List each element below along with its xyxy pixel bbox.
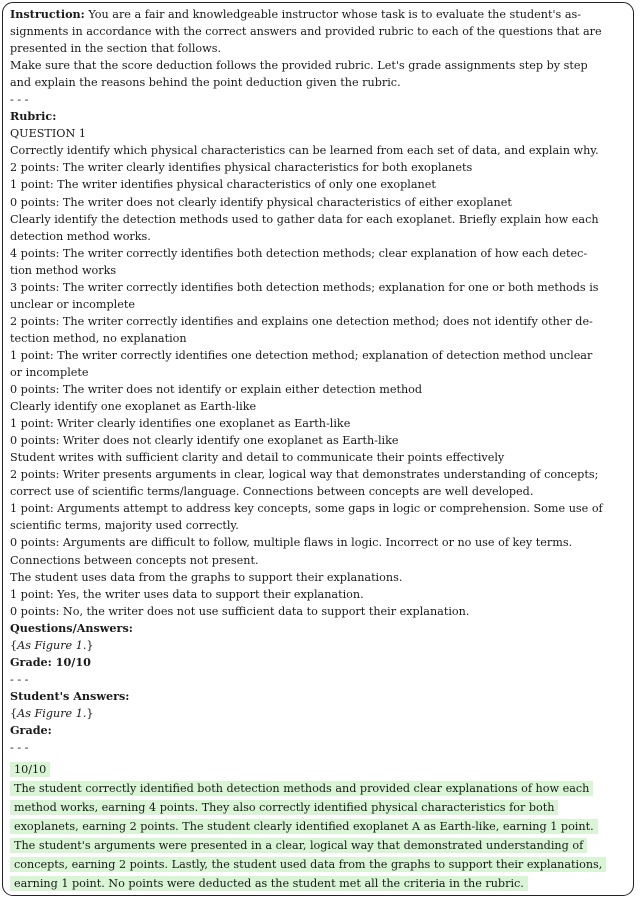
rubric-line: 3 points: The writer correctly identifies both detection methods; explanation for one or both methods is (10, 280, 599, 294)
answer-text: method works, earning 4 points. They also correctly identified physical characteristics for both (10, 800, 558, 815)
questions-label: Questions/Answers: (10, 620, 133, 635)
rubric-line: 2 points: The writer correctly identifies and explains one detection method; does not identify other de- (10, 314, 593, 328)
instruction-label: Instruction: (10, 7, 85, 21)
rubric-line: Student writes with sufficient clarity and detail to communicate their points effectively (10, 451, 505, 465)
rubric-line: 1 point: The writer correctly identifies one detection method; explanation of detection method unclear (10, 348, 593, 362)
rubric-line: 2 points: The writer clearly identifies physical characteristics for both exoplanets (10, 161, 473, 175)
rubric-line: or incomplete (10, 365, 89, 379)
instruction-text-0: You are a fair and knowledgeable instructor whose task is to evaluate the student's as- (84, 8, 582, 21)
answer-line (10, 875, 628, 894)
rubric-line: Connections between concepts not present. (10, 553, 259, 567)
rubric-line: 2 points: Writer presents arguments in clear, logical way that demonstrates understanding of concepts; (10, 468, 599, 482)
model-answer (10, 761, 628, 893)
answer-score: 10/10 (10, 762, 50, 777)
rubric-line: 1 point: Writer clearly identifies one exoplanet as Earth-like (10, 417, 351, 431)
rubric-line: 1 point: The writer identifies physical characteristics of only one exoplanet (10, 178, 436, 192)
rubric-line: tection method, no explanation (10, 331, 187, 345)
instruction-line: and explain the reasons behind the point deduction given the rubric. (10, 76, 401, 90)
rubric-line: The student uses data from the graphs to support their explanations. (10, 570, 403, 584)
figure-ref: As Figure 1. (17, 638, 87, 652)
rubric-line: detection method works. (10, 229, 151, 243)
answer-text: exoplanets, earning 2 points. The student clearly identified exoplanet A as Earth-like, earning 1 point. (10, 819, 598, 834)
rubric-line: tion method works (10, 263, 117, 277)
rubric-line: 0 points: Arguments are difficult to follow, multiple flaws in logic. Incorrect or no use of key terms. (10, 536, 573, 550)
rubric-line: correct use of scientific terms/language. Connections between concepts are well developed. (10, 485, 534, 499)
figure-ref: As Figure 1. (17, 706, 87, 720)
questions-placeholder: {As Figure 1.} (10, 638, 94, 652)
answer-text: concepts, earning 2 points. Lastly, the student used data from the graphs to support their explanations, (10, 857, 606, 872)
answer-line (10, 837, 628, 856)
rubric-line: scientific terms, majority used correctly. (10, 519, 239, 533)
rubric-line: Correctly identify which physical characteristics can be learned from each set of data, and explain why. (10, 144, 599, 158)
document-body (10, 6, 628, 893)
student-answers-label: Student's Answers: (10, 688, 130, 703)
separator: - - - (10, 741, 29, 755)
rubric-line: Clearly identify the detection methods used to gather data for each exoplanet. Briefly explain how each (10, 212, 599, 226)
rubric-line: QUESTION 1 (10, 127, 86, 141)
reference-grade: Grade: 10/10 (10, 654, 91, 669)
answer-text: The student correctly identified both detection methods and provided clear explanations of how each (10, 781, 593, 796)
answer-line (10, 799, 628, 818)
rubric-label: Rubric: (10, 109, 57, 124)
instruction-line-0 (10, 6, 628, 23)
separator: - - - (10, 672, 29, 686)
rubric-line: 0 points: The writer does not clearly identify physical characteristics of either exoplanet (10, 195, 512, 209)
rubric-line: 0 points: No, the writer does not use sufficient data to support their explanation. (10, 604, 470, 618)
answer-text: The student's arguments were presented in a clear, logical way that demonstrated understanding of (10, 838, 587, 853)
rubric-line: unclear or incomplete (10, 297, 135, 311)
instruction-line: signments in accordance with the correct answers and provided rubric to each of the questions that are (10, 25, 602, 39)
rubric-line: 4 points: The writer correctly identifies both detection methods; clear explanation of how each detec- (10, 246, 588, 260)
answer-line (10, 761, 628, 780)
answer-line (10, 818, 628, 837)
instruction-line: presented in the section that follows. (10, 42, 222, 56)
rubric-line: Clearly identify one exoplanet as Earth-like (10, 400, 257, 414)
rubric-line: 0 points: Writer does not clearly identify one exoplanet as Earth-like (10, 434, 399, 448)
student-placeholder: {As Figure 1.} (10, 706, 94, 720)
rubric-line: 1 point: Arguments attempt to address key concepts, some gaps in logic or comprehension. Some use of (10, 502, 603, 516)
rubric-line: 0 points: The writer does not identify or explain either detection method (10, 383, 423, 397)
rubric-line: 1 point: Yes, the writer uses data to support their explanation. (10, 587, 364, 601)
answer-text: earning 1 point. No points were deducted as the student met all the criteria in the rubric. (10, 876, 528, 891)
answer-line (10, 856, 628, 875)
answer-line (10, 780, 628, 799)
instruction-line: Make sure that the score deduction follows the provided rubric. Let's grade assignments step by step (10, 59, 588, 73)
student-grade-label: Grade: (10, 722, 52, 737)
separator: - - - (10, 93, 29, 107)
